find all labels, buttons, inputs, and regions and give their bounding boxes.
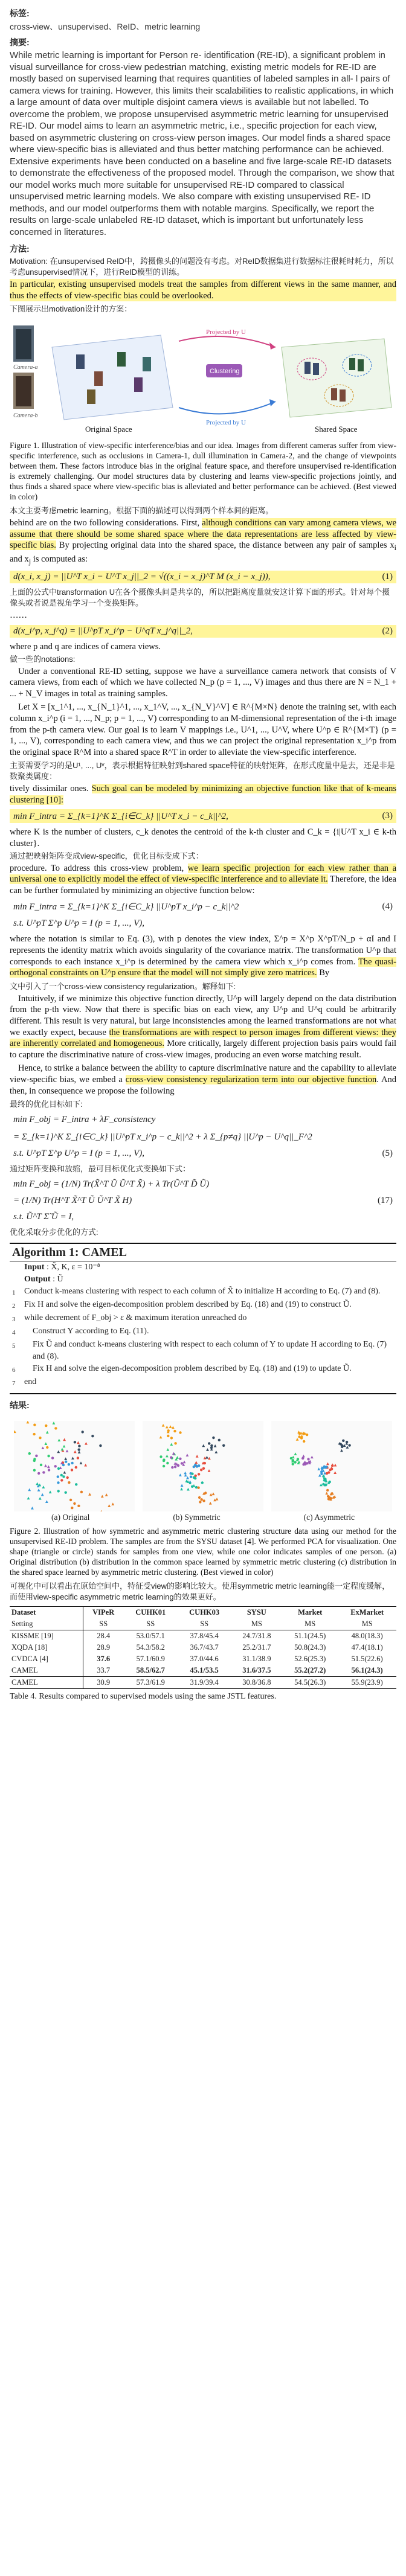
table-row: [10, 1630, 396, 1642]
table-cell: 31.9/39.4: [178, 1677, 231, 1689]
equation-17-line-3: [10, 1211, 396, 1223]
scatter-point: [66, 1476, 68, 1479]
table-cell: 45.1/53.5: [190, 1666, 219, 1675]
paper-excerpt-5: [10, 863, 396, 897]
algorithm-box: [10, 1243, 396, 1394]
table-cell: 57.1/60.9: [136, 1655, 165, 1664]
shared-space-plane: [282, 339, 392, 417]
para9: Intuitively, if we minimize this objective function directly, U^p will largely depend on the data distribution from the p-th view. Now that there is specific bias on each view, any U^p and U^q could be arbitrarily different. This result is very natural, but large inconsistencies among the learned transformations are not what we exactly expect, because: [10, 993, 396, 1037]
scatter-point: [163, 1459, 165, 1461]
scatter-point: [33, 1458, 36, 1460]
algorithm-line-text: Conduct k-means clustering with respect to each column of X̃ to initialize H according to Eq. (7) and (8).: [24, 1287, 381, 1296]
scatter-point: [197, 1487, 199, 1489]
equation-4-st: s.t. U^pT Σ^p U^p = I (p = 1, ..., V),: [13, 918, 145, 929]
equation-5-l1: min F_obj = F_intra + λF_consistency: [13, 1115, 156, 1125]
equation-5-line-2: [10, 1130, 396, 1144]
table-cell: 53.0/57.1: [124, 1630, 178, 1642]
equation-17-line-1: [10, 1178, 396, 1191]
equation-2-body: d(x_i^p, x_j^q) = ||U^pT x_i^p − U^qT x_j^q||_2,: [13, 626, 193, 636]
projected-a-label: Projected by U: [206, 328, 246, 336]
clustering-label: Clustering: [210, 368, 240, 376]
scatter-point: [218, 1439, 221, 1441]
scatter-point: [306, 1434, 308, 1436]
scatter-point: [77, 1505, 80, 1507]
para6: where K is the number of clusters, c_k denotes the centroid of the k-th cluster and C_k = {i|U^T x_i ∈ k-th cluster}.: [10, 827, 396, 849]
algorithm-title: Algorithm 1: CAMEL: [10, 1244, 396, 1261]
para2-b: By projecting original data into the shared space, the distance between any pair of samples x: [59, 540, 395, 551]
shared-space-label: Shared Space: [315, 425, 358, 434]
table-cell: KISSME [19]: [10, 1630, 83, 1642]
table-cell: MS: [361, 1620, 373, 1629]
tags-value: cross-view、unsupervised、ReID、metric learning: [10, 22, 201, 31]
paper-excerpt-4: [10, 783, 396, 806]
camera-a-label: Camera-a: [13, 364, 38, 371]
table-cell: 24.7/31.8: [231, 1630, 283, 1642]
table-cell: 51.1(24.5): [282, 1630, 338, 1642]
scatter-point: [77, 1449, 80, 1451]
table-header-cell: Market: [282, 1607, 338, 1619]
table-header-cell: CUHK03: [178, 1607, 231, 1619]
scatter-point: [57, 1481, 59, 1484]
equation-4-constraint: [10, 917, 396, 930]
table-cell: Setting: [10, 1618, 83, 1630]
scatter-point: [171, 1466, 173, 1469]
table-cell: 37.8/45.4: [178, 1630, 231, 1642]
para2-highlight: although conditions can vary among camera views, we assume that there should be some shared space where the data representations are less affected by view-specific bias.: [10, 518, 397, 551]
scatter-point: [308, 1458, 310, 1460]
note-cross: 文中引入了一个cross-view consistency regularization。解释如下:: [10, 981, 236, 991]
table-cell: 31.6/37.5: [242, 1666, 271, 1675]
original-space-label: Original Space: [85, 425, 132, 434]
para7-a: procedure. To address this cross-view problem,: [10, 863, 184, 873]
figure-2-caption: Figure 2. Illustration of how symmetric and asymmetric metric clustering structure data using our method for the unsupervised RE-ID problem. The samples are from the SYSU dataset [4]. We performed PCA for visualization. One shape (triangle or circle) stands for samples from one view, while one color indicates samples of one person. (a) Original distribution (b) distribution in the common space learned by symmetric metric clustering (c) distribution in the shared space learned by asymmetric metric clustering. (Best viewed in color): [10, 1527, 396, 1577]
scatter-point: [193, 1476, 195, 1479]
table-cell: 30.9: [83, 1677, 124, 1689]
scatter-point: [68, 1481, 70, 1484]
scatter-point: [62, 1475, 65, 1478]
table-cell: SS: [200, 1620, 209, 1629]
equation-1-number: (1): [382, 572, 393, 582]
equation-17-l1: min F_obj = (1/N) Tr(X̃^T Ũ Ũ^T X̃) + λ Tr(Ũ^T D̃ Ũ): [13, 1179, 210, 1190]
eq2-where: where p and q are indices of camera views.: [10, 641, 161, 652]
equation-3: [10, 809, 396, 823]
table-cell: 55.2(27.2): [294, 1666, 326, 1675]
scatter-point: [199, 1501, 201, 1503]
figure-2: [10, 1415, 396, 1511]
table-cell: 30.8/36.8: [231, 1677, 283, 1689]
scatter-point: [200, 1498, 202, 1501]
note-derive: 最终的优化目标如下:: [10, 1100, 83, 1109]
scatter-point: [73, 1502, 76, 1505]
table-caption: Table 4. Results compared to supervised models using the same JSTL features.: [10, 1692, 277, 1702]
table-row: [10, 1677, 396, 1689]
table-row: [10, 1665, 396, 1677]
equation-17-l3: s.t. Ũ^T Σ̃ Ũ = I,: [13, 1212, 74, 1222]
scatter-background: [14, 1421, 135, 1511]
equation-17-line-2: [10, 1194, 396, 1207]
equation-4-body: min F_intra = Σ_{k=1}^K Σ_{i∈C_k} ||U^pT x_i^p − c_k||^2: [13, 902, 239, 912]
method-label: 方法:: [10, 244, 30, 254]
scatter-point: [39, 1464, 42, 1466]
table-row: [10, 1618, 396, 1630]
figure-1: [10, 317, 396, 438]
table-cell: 55.9(23.9): [338, 1677, 396, 1689]
scatter-point: [327, 1472, 330, 1474]
scatter-point: [174, 1466, 176, 1468]
table-cell: 54.3/58.2: [136, 1643, 165, 1652]
scatter-point: [57, 1467, 59, 1470]
table-cell: 50.8(24.3): [294, 1643, 326, 1652]
scatter-point: [170, 1456, 172, 1459]
paper-excerpt-3: [10, 666, 396, 758]
para2-c: and x: [10, 554, 29, 564]
table-cell: CVDCA [4]: [10, 1653, 83, 1665]
table-cell: 48.0(18.3): [338, 1630, 396, 1642]
table-cell: 37.6: [97, 1655, 111, 1664]
scatter-asymmetric: [271, 1421, 392, 1511]
equation-5-number: (5): [382, 1149, 393, 1159]
scatter-symmetric: [143, 1421, 263, 1511]
results-table: [10, 1606, 396, 1689]
paper-excerpt-6: [10, 934, 396, 978]
algorithm-line: 5 Fix Ũ and conduct k-means clustering with respect to each column of Y to update H according to Eq. (7) and (8).: [10, 1339, 396, 1363]
scatter-point: [47, 1455, 50, 1457]
table-cell: 54.5(26.3): [282, 1677, 338, 1689]
scatter-point: [163, 1465, 165, 1467]
scatter-point: [74, 1466, 77, 1469]
table-cell: SS: [99, 1620, 108, 1629]
figure-2-subcaptions: [10, 1513, 396, 1522]
scatter-point: [81, 1431, 83, 1433]
table-cell: 51.5(22.6): [351, 1655, 383, 1664]
scatter-point: [51, 1457, 54, 1459]
equation-4: [10, 900, 396, 914]
motivation-note: Motivation: 在unsupervised ReID中，跨摄像头的问题没有考虑。对ReID数据集进行数据标注很耗时耗力，所以考虑unsupervised情况下，进行ReID模型的训练。: [10, 257, 394, 277]
note-transform: 上面的公式中transformation U在各个摄像头间是共享的，所以把距离度量就安这计算下面的形式。针对每个摄像头或者说是视角学习一个变换矩阵。: [10, 588, 390, 608]
scatter-point: [326, 1489, 329, 1491]
scatter-point: [91, 1435, 94, 1437]
algorithm-line: 7 end: [10, 1376, 396, 1389]
para4: Let X = [x_1^1, ..., x_{N_1}^1, ..., x_1^V, ..., x_{N_V}^V] ∈ R^{M×N} denote the training set, with each column x_i^p (i = 1, ..., N_p; p = 1, ..., V) corresponding to an M-dimensional representation of the i-th image from the p-th camera view. Our goal is to learn V mappings i.e., U^1, ..., U^V, where U^p ∈ R^{M×T} (p = 1, ..., V), corresponding to each camera view, and thus we can project the original representation x_i^p from the original space R^M into a shared space R^T in order to alleviate the view-specific interference.: [10, 702, 396, 757]
scatter-point: [179, 1458, 181, 1460]
subcaption-a: (a) Original: [51, 1513, 90, 1522]
table-cell: CAMEL: [10, 1665, 83, 1677]
scatter-point: [212, 1437, 214, 1439]
scatter-point: [80, 1491, 82, 1493]
scatter-point: [60, 1474, 62, 1476]
equation-2-number: (2): [382, 626, 393, 636]
table-row: [10, 1653, 396, 1665]
table-cell: MS: [304, 1620, 316, 1629]
note-view: 通过把映射矩阵变成view-specific，优化目标变成下式：: [10, 851, 204, 860]
table-cell: CAMEL: [10, 1677, 83, 1689]
note-define: 做一些的notations:: [10, 654, 76, 664]
scatter-point: [198, 1496, 201, 1499]
para8-highlight: The quasi-orthogonal constraints on U^p ensure that the model will not simply give zero matrices.: [10, 956, 396, 978]
equation-1: [10, 571, 396, 583]
scatter-point: [303, 1440, 305, 1443]
scatter-point: [198, 1473, 200, 1475]
motivation-fig-note: 下图展示出motivation设计的方案：: [10, 304, 132, 314]
scatter-point: [71, 1507, 73, 1509]
table-header-cell: SYSU: [231, 1607, 283, 1619]
table-cell: MS: [251, 1620, 262, 1629]
algorithm-line: 1 Conduct k-means clustering with respect to each column of X̃ to initialize H according to Eq. (7) and (8).: [10, 1286, 396, 1299]
scatter-point: [160, 1455, 162, 1458]
equation-3-body: min F_intra = Σ_{k=1}^K Σ_{i∈C_k} ||U^T x_i − c_k||^2,: [13, 812, 228, 822]
algorithm-output-value: : Ũ: [53, 1275, 63, 1284]
scatter-point: [196, 1466, 198, 1468]
results-label: 结果:: [10, 1400, 30, 1411]
table-row: [10, 1642, 396, 1653]
equation-5-line-3: [10, 1147, 396, 1160]
scatter-point: [33, 1469, 35, 1472]
paper-excerpt-7: [10, 993, 396, 1097]
algorithm-line-text: end: [24, 1377, 37, 1387]
scatter-point: [54, 1427, 57, 1429]
equation-2: [10, 625, 396, 638]
scatter-point: [99, 1444, 102, 1447]
scatter-point: [33, 1433, 35, 1435]
equation-17-number: (17): [378, 1196, 393, 1206]
table-header-cell: VIPeR: [83, 1607, 124, 1619]
para10-a: Hence, to strike a balance between the ability to capture discriminative nature and the capability to alleviate view-specific bias, we embed a: [10, 1063, 396, 1085]
scatter-point: [78, 1445, 80, 1447]
scatter-point: [60, 1479, 63, 1481]
table-cell: 47.4(18.1): [351, 1643, 383, 1652]
note-metric: 本文主要考虑metric learning。根据下面的描述可以得到两个样本间的距离。: [10, 506, 274, 516]
table-cell: 31.1/38.9: [242, 1655, 271, 1664]
scatter-point: [200, 1469, 202, 1471]
para5-highlight: Such goal can be modeled by minimizing an objective function like that of k-means clustering [10]:: [10, 784, 397, 805]
table-header-cell: ExMarket: [338, 1607, 396, 1619]
scatter-point: [202, 1499, 205, 1502]
table-cell: 58.5/62.7: [136, 1666, 165, 1675]
table-header-cell: Dataset: [10, 1607, 83, 1619]
table-cell: SS: [146, 1620, 155, 1629]
scatter-point: [46, 1446, 48, 1449]
scatter-point: [174, 1442, 176, 1444]
note-trick: 通过矩阵变换和放缩，最可目标优化式变换如下式：: [10, 1164, 191, 1174]
projection-arrow-a: [179, 336, 276, 347]
table-cell: 28.4: [83, 1630, 124, 1642]
scatter-point: [191, 1473, 193, 1475]
scatter-point: [56, 1476, 59, 1478]
algorithm-line-text: Fix H and solve the eigen-decomposition problem described by Eq. (18) and (19) to construct Ũ.: [24, 1300, 352, 1310]
equation-17-l2: = (1/N) Tr(H^T X̃^T Ũ Ũ^T X̃ H): [13, 1196, 132, 1206]
table-cell: 25.2/31.7: [242, 1643, 271, 1652]
note-shared: 主要需要学习的是U¹, ..., Uᵛ，表示根据特征映射到shared space特征的映射矩阵，在形式度量中是去，还是非是数聚类属度：: [10, 761, 395, 781]
para10-highlight: cross-view consistency regularization term into our objective function: [125, 1074, 377, 1085]
scatter-point: [323, 1475, 325, 1478]
scatter-point: [71, 1462, 73, 1464]
algorithm-input-label: Input: [24, 1263, 45, 1272]
scatter-original: [14, 1421, 135, 1511]
scatter-point: [33, 1424, 36, 1426]
algorithm-output: [10, 1274, 396, 1286]
table-cell: 56.1(24.3): [351, 1666, 383, 1675]
algorithm-line: 4 Construct Y according to Eq. (11).: [10, 1325, 396, 1339]
scatter-point: [170, 1437, 173, 1439]
scatter-point: [292, 1463, 294, 1466]
scatter-point: [39, 1437, 41, 1439]
subcaption-c: (c) Asymmetric: [303, 1513, 355, 1522]
scatter-background: [143, 1421, 263, 1511]
scatter-point: [179, 1431, 181, 1434]
scatter-point: [45, 1424, 47, 1427]
table-header-row: [10, 1607, 396, 1619]
algorithm-input: [10, 1261, 396, 1274]
scatter-point: [173, 1430, 176, 1432]
table-header-cell: CUHK01: [124, 1607, 178, 1619]
algorithm-input-value: : X̃, K, ε = 10⁻⁸: [46, 1263, 100, 1272]
projected-b-label: Projected by U: [206, 419, 246, 427]
note-result: 可视化中可以看出在原始空间中，特征受view的影响比较大。使用symmetric metric learning能一定程度缓解，而使用view-specific asymmetric metric learning的效果更好。: [10, 1581, 390, 1602]
scatter-point: [190, 1476, 192, 1478]
para7-highlight: we learn specific projection for each view rather than a universal one to explicitly model the effect of view-specific interference and to alleviate it.: [10, 863, 397, 885]
scatter-point: [342, 1440, 344, 1442]
abstract-label: 摘要:: [10, 37, 30, 47]
paper-excerpt-1: [10, 279, 396, 301]
algorithm-line: 3 while decrement of F_obj > ε & maximum iteration unreached do: [10, 1312, 396, 1325]
table-cell: 36.7/43.7: [190, 1643, 219, 1652]
algorithm-line-text: Fix Ũ and conduct k-means clustering with respect to each column of Y to update H according to Eq. (7) and (8).: [33, 1340, 387, 1362]
scatter-point: [349, 1444, 351, 1447]
table-cell: 52.6(25.3): [294, 1655, 326, 1664]
scatter-point: [75, 1483, 77, 1485]
scatter-point: [193, 1466, 195, 1468]
para9-highlight: the transformations are with respect to person images from different views: they are inherently correlated and homogeneous.: [10, 1027, 396, 1049]
scatter-point: [222, 1444, 225, 1447]
para3: Under a conventional RE-ID setting, suppose we have a surveillance camera network that consists of V camera views, from each of which we have collected N_p (p = 1, ..., V) images and thus there are N = N_1 + ... + N_V images in total as training samples.: [10, 666, 396, 699]
note-algo: 优化采取分步优化的方式:: [10, 1228, 98, 1237]
table-cell: 33.7: [97, 1666, 111, 1675]
scatter-point: [48, 1469, 50, 1471]
equation-5-line-1: [10, 1113, 396, 1126]
para9-b: More critically, largely different projection basis pairs would fail to capture the discriminative nature of cross-view images, producing an even worse matching result.: [10, 1039, 396, 1060]
algorithm-line: 2 Fix H and solve the eigen-decomposition problem described by Eq. (18) and (19) to construct Ũ.: [10, 1299, 396, 1312]
para10-b: . And then, in consequence we propose the following: [10, 1074, 397, 1096]
table-cell: XQDA [18]: [10, 1642, 83, 1653]
equation-4-number: (4): [382, 902, 393, 912]
figure-1-illustration: [10, 317, 396, 438]
table-cell: 57.3/61.9: [124, 1677, 178, 1689]
projection-arrow-b: [179, 402, 276, 414]
scatter-point: [76, 1457, 79, 1459]
table-cell: 37.0/44.6: [190, 1655, 219, 1664]
equation-5-l3: s.t. U^pT Σ^p U^p = I (p = 1, ..., V),: [13, 1149, 145, 1159]
algorithm-line: 6 Fix H and solve the eigen-decomposition problem described by Eq. (18) and (19) to update Ũ.: [10, 1363, 396, 1376]
scatter-point: [64, 1491, 66, 1494]
equation-1-body: d(x_i, x_j) = ||U^T x_i − U^T x_j||_2 = √((x_i − x_j)^T M (x_i − x_j)),: [13, 572, 271, 582]
scatter-point: [54, 1465, 56, 1467]
dots: ……: [10, 610, 27, 621]
scatter-point: [37, 1472, 40, 1475]
algorithm-output-label: Output: [24, 1275, 51, 1284]
para8-b: By: [319, 968, 330, 978]
original-space-plane: [52, 335, 173, 420]
figure-1-caption: Figure 1. Illustration of view-specific interference/bias and our idea. Images from different cameras suffer from view-specific interference, such as occlusions in Camera-1, dull illumination in Camera-2, and the change of viewpoints between them. These factors introduce bias in the original feature space, and therefore unsupervised re-identification is extremely challenging. Our model structures data by clustering and learns view-specific projections jointly, and thus finds a shared space where view-specific bias is alleviated and better performance can be achieved. (Best viewed in color): [10, 441, 396, 502]
camera-b-label: Camera-b: [13, 412, 38, 420]
scatter-point: [298, 1435, 301, 1438]
equation-5-l2: = Σ_{k=1}^K Σ_{i∈C_k} ||U^pT x_i^p − c_k||^2 + λ Σ_{p≠q} ||U^p − U^q||_F^2: [13, 1132, 312, 1142]
equation-3-number: (3): [382, 811, 393, 821]
para5-a: tively dissimilar ones.: [10, 784, 89, 794]
paper-excerpt-2: behind are on the two following considerations. First, although conditions can vary among camera views, we assume that there should be some shared space where the data representations are less affected by view-specific bias. By projecting original data into the shared space, the distance between any pair of samples $x_i$ and $x_j$ is computed as:: [10, 518, 397, 566]
para2-d: is computed as:: [31, 554, 88, 564]
tags-label: 标签:: [10, 8, 30, 18]
algorithm-line-text: while decrement of F_obj > ε & maximum iteration unreached do: [24, 1313, 247, 1323]
scatter-point: [202, 1467, 205, 1470]
algorithm-line-text: Fix H and solve the eigen-decomposition problem described by Eq. (18) and (19) to update Ũ.: [33, 1364, 352, 1374]
scatter-point: [166, 1462, 169, 1464]
scatter-point: [70, 1469, 72, 1471]
table-cell: 28.9: [97, 1643, 111, 1652]
scatter-point: [28, 1452, 30, 1455]
abstract-text: While metric learning is important for Person re- identification (RE-ID), a significant problem in visual surveillance for cross-view pedestrian matching, existing metric models for RE-ID are mostly based on supervised learning that requires quantities of labeled samples in all- l pairs of camera views for training. However, this limits their scalabilities to realistic applications, in which a large amount of data over multiple disjoint camera views is available but not labelled. To overcome the problem, we propose unsupervised asymmetric metric learning for unsupervised RE-ID. Our model aims to learn an asymmetric metric, i.e., specific projection for each view, based on asymmetric clustering on cross-view person images. Our model finds a shared space where view-specific bias is alleviated and thus better matching performance can be achieved. Extensive experiments have been conducted on a baseline and five large-scale RE-ID datasets to demonstrate the effectiveness of the proposed model. Through the comparison, we show that our model works much more suitable for unsupervised RE-ID compared to classical unsupervised metric learning models. We also compare with existing unsupervised RE- ID methods, and our model outperforms them with notable margins. Specifically, we report the results on large-scale unlabeled RE-ID dataset, which is important but unfortunately less concerned in literatures.: [10, 50, 395, 237]
para8-a: where the notation is similar to Eq. (3), with p denotes the view index, Σ^p = X^p X^pT/N_p + αI and I represents the identity matrix which avoids singularity of the covariance matrix. The transformation U^p that corresponds to each instance x_i^p is determined by the camera view which x_i^p comes from.: [10, 934, 396, 967]
scatter-point: [42, 1471, 45, 1473]
para2-a: behind are on the two following considerations. First,: [10, 518, 200, 528]
scatter-point: [167, 1435, 169, 1437]
motivation-highlight: In particular, existing unsupervised models treat the samples from different views in the same manner, and thus the effects of view-specific bias could be overlooked.: [10, 280, 396, 301]
scatter-point: [67, 1463, 69, 1466]
scatter-point: [57, 1490, 59, 1492]
scatter-point: [65, 1461, 67, 1463]
scatter-point: [181, 1462, 183, 1464]
scatter-point: [35, 1455, 37, 1457]
para7-b: Therefore, the idea can be further formulated by minimizing an objective function below:: [10, 874, 396, 896]
scatter-point: [294, 1461, 297, 1464]
scatter-point: [73, 1441, 76, 1443]
algorithm-line-text: Construct Y according to Eq. (11).: [33, 1327, 149, 1336]
scatter-point: [208, 1442, 210, 1444]
subcaption-b: (b) Symmetric: [173, 1513, 221, 1522]
scatter-point: [69, 1499, 72, 1501]
scatter-point: [301, 1457, 304, 1459]
scatter-point: [201, 1481, 204, 1484]
